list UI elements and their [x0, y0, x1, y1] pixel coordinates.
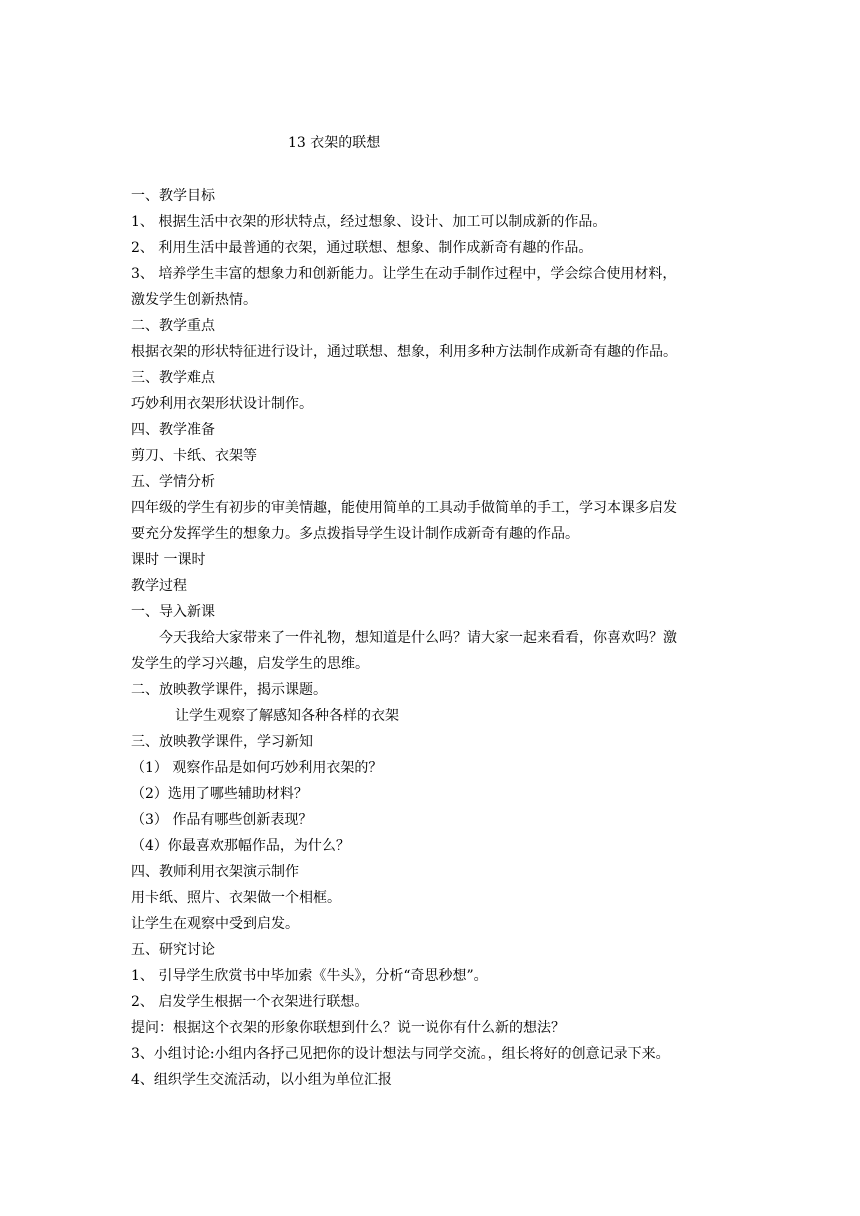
- section-heading: 五、学情分析: [131, 474, 215, 490]
- section-heading: 四、教师利用衣架演示制作: [131, 864, 299, 880]
- document-title: 13 衣架的联想: [288, 135, 381, 151]
- paragraph-line: 要充分发挥学生的想象力。多点拨指导学生设计制作成新奇有趣的作品。: [131, 526, 579, 542]
- document-body: [131, 183, 731, 1093]
- section-heading: 二、放映教学课件，揭示课题。: [131, 682, 327, 698]
- paragraph-line: 用卡纸、照片、衣架做一个相框。: [131, 890, 341, 906]
- list-item: （2）选用了哪些辅助材料？: [131, 786, 308, 802]
- section-heading: 教学过程: [131, 578, 187, 594]
- paragraph-line: 根据衣架的形状特征进行设计，通过联想、想象，利用多种方法制作成新奇有趣的作品。: [131, 344, 677, 360]
- paragraph-line: 让学生观察了解感知各种各样的衣架: [175, 708, 399, 724]
- paragraph-line: 巧妙利用衣架形状设计制作。: [131, 396, 313, 412]
- section-heading: 一、教学目标: [131, 188, 215, 204]
- list-item: 4、组织学生交流活动，以小组为单位汇报: [131, 1072, 392, 1088]
- list-item: 3、小组讨论:小组内各抒己见把你的设计想法与同学交流。，组长将好的创意记录下来。: [131, 1046, 670, 1062]
- section-heading: 二、教学重点: [131, 318, 215, 334]
- paragraph-line: 1、 根据生活中衣架的形状特点，经过想象、设计、加工可以制成新的作品。: [131, 214, 607, 230]
- paragraph-line: 激发学生创新热情。: [131, 292, 257, 308]
- paragraph-line: 四年级的学生有初步的审美情趣，能使用简单的工具动手做简单的手工，学习本课多启发: [131, 500, 677, 516]
- paragraph-line: 发学生的学习兴趣，启发学生的思维。: [131, 656, 369, 672]
- section-heading: 三、教学难点: [131, 370, 215, 386]
- list-item: （3） 作品有哪些创新表现？: [131, 812, 313, 828]
- section-heading: 一、导入新课: [131, 604, 215, 620]
- list-item: （1） 观察作品是如何巧妙利用衣架的？: [131, 760, 383, 776]
- list-item: （4）你最喜欢那幅作品，为什么？: [131, 838, 350, 854]
- paragraph-line: 提问：根据这个衣架的形象你联想到什么？说一说你有什么新的想法？: [131, 1020, 565, 1036]
- list-item: 2、 启发学生根据一个衣架进行联想。: [131, 994, 369, 1010]
- section-heading: 三、放映教学课件，学习新知: [131, 734, 313, 750]
- paragraph-line: 让学生在观察中受到启发。: [131, 916, 299, 932]
- paragraph-line: 2、 利用生活中最普通的衣架，通过联想、想象、制作成新奇有趣的作品。: [131, 240, 593, 256]
- section-heading: 五、研究讨论: [131, 942, 215, 958]
- list-item: 1、 引导学生欣赏书中毕加索《牛头》，分析“奇思秒想”。: [131, 968, 488, 984]
- paragraph-line: 课时 一课时: [131, 552, 206, 568]
- paragraph-line: 今天我给大家带来了一件礼物，想知道是什么吗？请大家一起来看看，你喜欢吗？激: [159, 630, 677, 646]
- section-heading: 四、教学准备: [131, 422, 215, 438]
- paragraph-line: 剪刀、卡纸、衣架等: [131, 448, 257, 464]
- paragraph-line: 3、 培养学生丰富的想象力和创新能力。让学生在动手制作过程中，学会综合使用材料，: [131, 266, 677, 282]
